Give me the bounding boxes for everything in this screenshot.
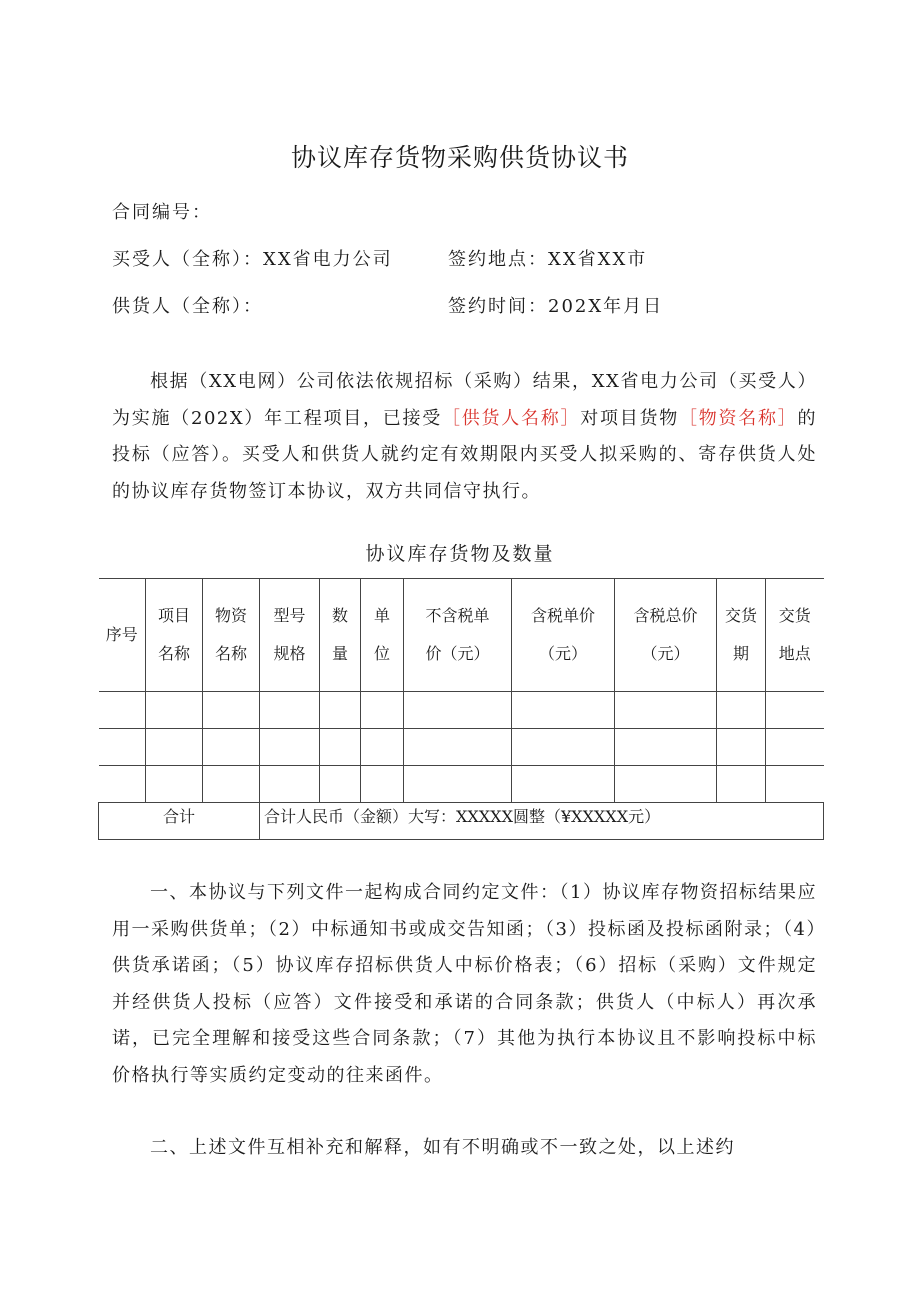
header-model-spec: 型号 规格 xyxy=(260,579,320,692)
header-delivery-place: 交货 地点 xyxy=(766,579,824,692)
header-total-price-in-tax: 含税总价 （元） xyxy=(615,579,717,692)
header-unit-price-ex-tax: 不含税单 价（元） xyxy=(404,579,512,692)
clause-2: 二、上述文件互相补充和解释，如有不明确或不一致之处，以上述约 xyxy=(150,1137,735,1158)
contract-number-label: 合同编号： xyxy=(112,202,212,223)
document-title: 协议库存货物采购供货协议书 xyxy=(290,143,629,172)
sign-time-field: 签约时间：202X年月日 xyxy=(448,296,664,317)
header-material-name: 物资 名称 xyxy=(203,579,260,692)
header-delivery-period: 交货 期 xyxy=(717,579,766,692)
supplier-name-placeholder: ［供货人名称］ xyxy=(441,407,581,429)
sign-place-field: 签约地点：XX省XX市 xyxy=(448,249,648,270)
goods-table xyxy=(98,578,824,840)
table-title: 协议库存货物及数量 xyxy=(365,543,555,565)
material-name-placeholder: ［物资名称］ xyxy=(679,407,798,429)
table-row xyxy=(99,729,824,766)
header-quantity: 数 量 xyxy=(320,579,361,692)
table-total-row xyxy=(99,803,824,840)
total-label: 合计 xyxy=(99,803,260,840)
header-seq: 序号 xyxy=(99,579,146,692)
table-header-row xyxy=(99,579,824,692)
header-unit: 单 位 xyxy=(361,579,404,692)
supplier-field: 供货人（全称）： xyxy=(112,296,263,317)
table-row xyxy=(99,766,824,803)
header-project-name: 项目 名称 xyxy=(146,579,203,692)
intro-text-3: 的投标（应答）。买受人和供货人就约定有效期限内买受人拟采购的、寄存供货人处的协议库存货物签订本协议，双方共同信守执行。 xyxy=(112,407,818,502)
buyer-field: 买受人（全称）：XX省电力公司 xyxy=(112,249,393,270)
total-amount: 合计人民币（金额）大写：XXXXX圆整（¥XXXXX元） xyxy=(260,803,824,840)
clause-1: 一、本协议与下列文件一起构成合同约定文件：（1）协议库存物资招标结果应用一采购供货单；（2）中标通知书或成交告知函；（3）投标函及投标函附录；（4）供货承诺函；（5）协议库存招标供货人中标价格表；（6）招标（采购）文件规定并经供货人投标（应答）文件接受和承诺的合同条款；供货人（中标人）再次承诺，已完全理解和接受这些合同条款；（7）其他为执行本协议且不影响投标中标价格执行等实质约定变动的往来函件。 xyxy=(112,882,817,1086)
intro-paragraph xyxy=(112,364,817,510)
table-row xyxy=(99,692,824,729)
header-unit-price-in-tax: 含税单价 （元） xyxy=(512,579,615,692)
intro-text-1: 根据（XX电网）公司依法依规招标（采购）结果，XX省电力公司（买受人）为实施（202X）年工程项目，已接受 xyxy=(112,371,817,429)
intro-text-2: 对项目货物 xyxy=(580,407,680,429)
